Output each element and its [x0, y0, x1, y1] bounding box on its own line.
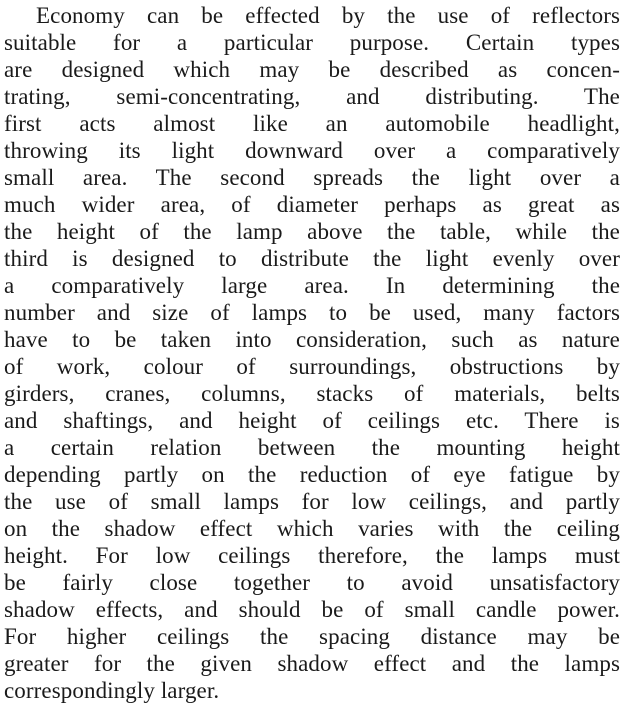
- text-line-17: a certain relation between the mounting height: [4, 435, 620, 460]
- text-line-10: third is designed to distribute the light evenly over: [4, 246, 620, 271]
- text-line-22: be fairly close together to avoid unsatisfactory: [4, 570, 620, 595]
- text-line-5: first acts almost like an automobile headlight,: [4, 111, 620, 136]
- text-line-1: Economy can be effected by the use of reflectors: [36, 3, 620, 28]
- text-line-18: depending partly on the reduction of eye fatigue by: [4, 462, 620, 487]
- text-line-14: of work, colour of surroundings, obstructions by: [4, 354, 620, 379]
- text-line-19: the use of small lamps for low ceilings, and partly: [4, 489, 620, 514]
- text-line-23: shadow effects, and should be of small candle power.: [4, 597, 620, 622]
- text-line-13: have to be taken into consideration, such as nature: [4, 327, 620, 352]
- text-line-26: correspondingly larger.: [4, 678, 220, 703]
- text-line-21: height. For low ceilings therefore, the lamps must: [4, 543, 620, 568]
- text-line-15: girders, cranes, columns, stacks of materials, belts: [4, 381, 620, 406]
- text-line-9: the height of the lamp above the table, while the: [4, 219, 620, 244]
- text-line-2: suitable for a particular purpose. Certain types: [4, 30, 620, 55]
- text-line-25: greater for the given shadow effect and the lamps: [4, 651, 620, 676]
- text-line-3: are designed which may be described as concen-: [4, 57, 620, 82]
- document-page: [4, 0, 620, 703]
- text-line-20: on the shadow effect which varies with the ceiling: [4, 516, 620, 541]
- text-line-12: number and size of lamps to be used, many factors: [4, 300, 620, 325]
- text-line-7: small area. The second spreads the light over a: [4, 165, 620, 190]
- text-line-11: a comparatively large area. In determining the: [4, 273, 620, 298]
- text-line-4: trating, semi-concentrating, and distributing. The: [4, 84, 620, 109]
- text-line-8: much wider area, of diameter perhaps as great as: [4, 192, 620, 217]
- text-line-24: For higher ceilings the spacing distance may be: [4, 624, 620, 649]
- text-line-6: throwing its light downward over a comparatively: [4, 138, 620, 163]
- text-line-16: and shaftings, and height of ceilings etc. There is: [4, 408, 620, 433]
